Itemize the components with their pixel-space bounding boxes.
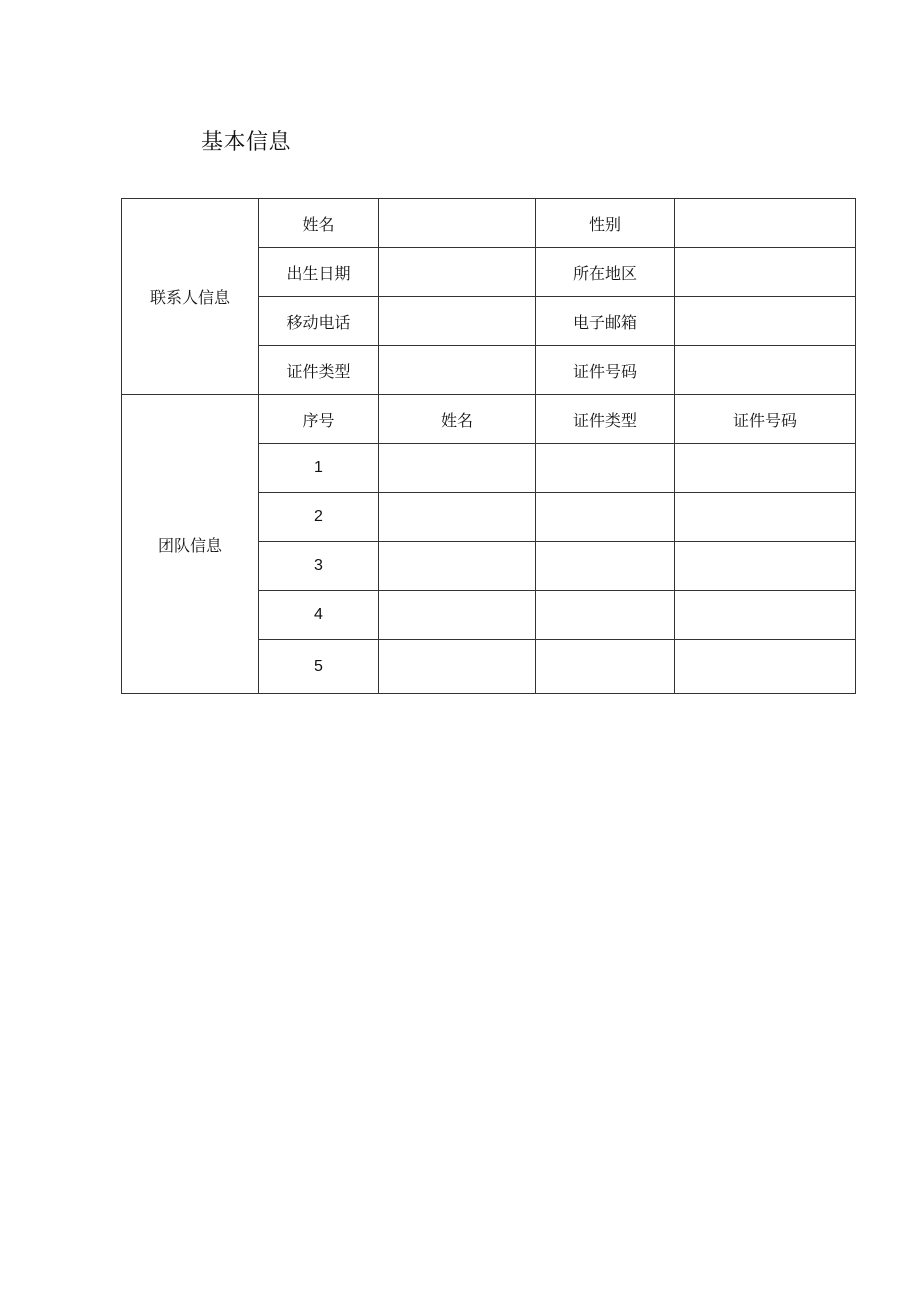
team-member-id-type-field[interactable] — [536, 640, 675, 694]
field-label-id-number: 证件号码 — [536, 346, 675, 395]
field-label-birth-date: 出生日期 — [259, 248, 379, 297]
id-number-field[interactable] — [675, 346, 856, 395]
team-member-id-type-field[interactable] — [536, 444, 675, 493]
team-member-id-number-field[interactable] — [675, 542, 856, 591]
email-field[interactable] — [675, 297, 856, 346]
page-title: 基本信息 — [201, 130, 292, 155]
team-member-id-number-field[interactable] — [675, 493, 856, 542]
team-member-name-field[interactable] — [379, 444, 536, 493]
contact-section-label: 联系人信息 — [122, 199, 259, 395]
team-row-number: 3 — [259, 542, 379, 591]
team-member-name-field[interactable] — [379, 542, 536, 591]
team-member-id-number-field[interactable] — [675, 444, 856, 493]
birth-date-field[interactable] — [379, 248, 536, 297]
team-member-id-number-field[interactable] — [675, 640, 856, 694]
team-row-number: 4 — [259, 591, 379, 640]
field-label-email: 电子邮箱 — [536, 297, 675, 346]
team-header-id-type: 证件类型 — [536, 395, 675, 444]
team-member-name-field[interactable] — [379, 591, 536, 640]
team-member-name-field[interactable] — [379, 640, 536, 694]
team-row-number: 2 — [259, 493, 379, 542]
field-label-name: 姓名 — [259, 199, 379, 248]
team-header-row — [122, 395, 856, 444]
team-member-id-type-field[interactable] — [536, 591, 675, 640]
team-member-id-type-field[interactable] — [536, 542, 675, 591]
team-header-index: 序号 — [259, 395, 379, 444]
team-row-number: 5 — [259, 640, 379, 694]
field-label-gender: 性别 — [536, 199, 675, 248]
field-label-region: 所在地区 — [536, 248, 675, 297]
team-header-name: 姓名 — [379, 395, 536, 444]
team-member-name-field[interactable] — [379, 493, 536, 542]
team-section-label: 团队信息 — [122, 395, 259, 694]
name-field[interactable] — [379, 199, 536, 248]
mobile-field[interactable] — [379, 297, 536, 346]
team-header-id-number: 证件号码 — [675, 395, 856, 444]
team-member-id-type-field[interactable] — [536, 493, 675, 542]
team-row-number: 1 — [259, 444, 379, 493]
field-label-id-type: 证件类型 — [259, 346, 379, 395]
contact-row — [122, 199, 856, 248]
basic-info-form — [121, 198, 856, 694]
field-label-mobile: 移动电话 — [259, 297, 379, 346]
id-type-field[interactable] — [379, 346, 536, 395]
region-field[interactable] — [675, 248, 856, 297]
gender-field[interactable] — [675, 199, 856, 248]
team-member-id-number-field[interactable] — [675, 591, 856, 640]
